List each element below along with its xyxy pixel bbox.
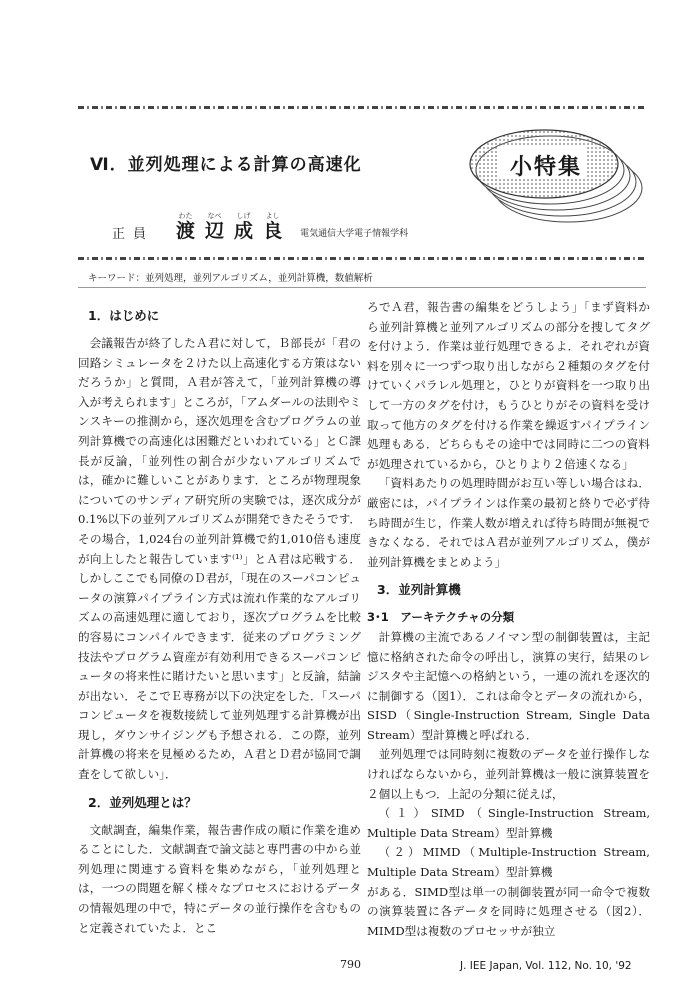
special-feature-badge [458, 118, 648, 228]
list-item: （１）SIMD（Single-Instruction Stream, Multiple Data Stream）型計算機 [367, 806, 650, 840]
subsection-heading: 3･1 アーキテクチャの分類 [367, 610, 515, 625]
right-column [367, 298, 650, 941]
top-divider [78, 106, 646, 109]
author-name-char [176, 212, 195, 242]
section-heading: 1．はじめに [88, 308, 160, 323]
name-kanji: 渡 [176, 220, 196, 242]
keyword-divider [78, 257, 646, 260]
name-kanji: 良 [263, 220, 283, 242]
author-affiliation: 電気通信大学電子情報学科 [300, 229, 409, 239]
body-paragraph: 文献調査，編集作業，報告書作成の順に作業を進めることにした．文献調査で論文誌と専門書の中から並列処理に関連する資料を集めながら，「並列処理とは，一つの問題を解く様々なプロセスにおけるデータの情報処理の中で，特にデータの並行操作を含むものと定義されていたよ．とこ [78, 822, 361, 935]
body-paragraph: 計算機の主流であるノイマン型の制御装置は，主記憶に格納された命令の呼出し，演算の実行，結果のレジスタや主記憶への格納という，一連の流れを逐次的に制御する（図1）．これは命令とデータの流れから，SISD（Single-Instruction Stream, Single Data Stream）型計算機と呼ばれる． [367, 629, 650, 742]
list-item: （２）MIMD（Multiple-Instruction Stream, Multiple Data Stream）型計算機 [367, 845, 650, 880]
author-line [112, 212, 408, 242]
author-name-char [263, 212, 282, 242]
author-membership: 正員 [112, 227, 155, 242]
journal-citation: J. IEE Japan, Vol. 112, No. 10, '92 [460, 960, 632, 972]
keywords-line: キーワード：並列処理，並列アルゴリズム，並列計算機，数値解析 [88, 273, 373, 284]
section-heading: 3．並列計算機 [377, 582, 461, 598]
name-kanji: 成 [234, 220, 254, 242]
author-name-char [205, 212, 224, 242]
chapter-title: Ⅵ．並列処理による計算の高速化 [90, 155, 362, 175]
ruby-reading: よし [265, 212, 280, 220]
left-column [78, 298, 361, 938]
body-paragraph: 並列処理では同時刻に複数のデータを並行操作しなければならないから，並列計算機は一般に演算装置を２個以上もつ．上記の分類に従えば， [367, 747, 650, 801]
body-paragraph: 「資料あたりの処理時間がお互い等しい場合はね．厳密には，パイプラインは作業の最初と終りで必ず待ち時間が生じ，作業人数が増えれば待ち時間が無視できなくなる．それではＡ君が並列アルゴリズム，僕が並列計算機をまとめよう」 [367, 476, 650, 569]
ruby-reading: なべ [207, 212, 222, 220]
body-paragraph: がある．SIMD型は単一の制御装置が同一命令で複数の演算装置に各データを同時に処理させる（図2）．MIMD型は複数のプロセッサが独立 [367, 884, 650, 938]
body-paragraph: ろでＡ君，報告書の編集をどうしよう」「まず資料から並列計算機と並列アルゴリズムの部分を捜してタグを付けよう．作業は並行処理できるよ．それぞれが資料を別々に一つずつ取り出しながら２種類のタグを付けていくパラレル処理と，ひとりが資料を一つ取り出して一方のタグを付け，もうひとりがその資料を受け取って他方のタグを付ける作業を繰返すパイプライン処理もある．どちらもその途中では同時に二つの資料が処理されているから，ひとりより２倍速くなる」 [367, 300, 650, 471]
ruby-reading: しげ [236, 212, 251, 220]
section-heading: 2．並列処理とは？ [88, 794, 197, 810]
body-divider [78, 287, 646, 288]
name-kanji: 辺 [205, 220, 225, 242]
badge-label: 小特集 [510, 155, 583, 180]
ruby-reading: わた [178, 212, 193, 220]
page-number: 790 [340, 958, 361, 971]
body-paragraph: 会議報告が終了したＡ君に対して，Ｂ部長が「君の回路シミュレータを２けた以上高速化する方策はないだろうか」と質問，Ａ君が答えて，「並列計算機の導入が考えられます」ところが，「アムダールの法則やミンスキーの推測から，逐次処理を含むプログラムの並列計算機での高速化は困難だといわれている」とＣ課長が反論，「並列性の割合が少ないアルゴリズムでは，確かに難しいことがあります．ところが物理現象についてのサンディア研究所の実験では，逐次成分が0.1%以下の並列アルゴリズムが開発できたそうです．その場合，1,024台の並列計算機で約1,010倍も速度が向上したと報告しています⁽¹⁾」とＡ君は応戦する．しかしここでも同僚のＤ君が，「現在のスーパコンピュータの演算パイプライン方式は流れ作業的なアルゴリズムの高速処理に適しており，逐次プログラムを比較的容易にコンパイルできます．従来のプログラミング技法やプログラム資産が有効利用できるスーパコンピュータの将来性に賭けたいと思います」と反論，結論が出ない．そこでＥ専務が以下の決定をした．「スーパコンピュータを複数接続して並列処理する計算機が出現し，ダウンサイジングも予想される．この際，並列計算機の将来を見極めるため，Ａ君とＤ君が協同で調査をして欲しい」． [78, 336, 362, 782]
author-name-char [234, 212, 253, 242]
